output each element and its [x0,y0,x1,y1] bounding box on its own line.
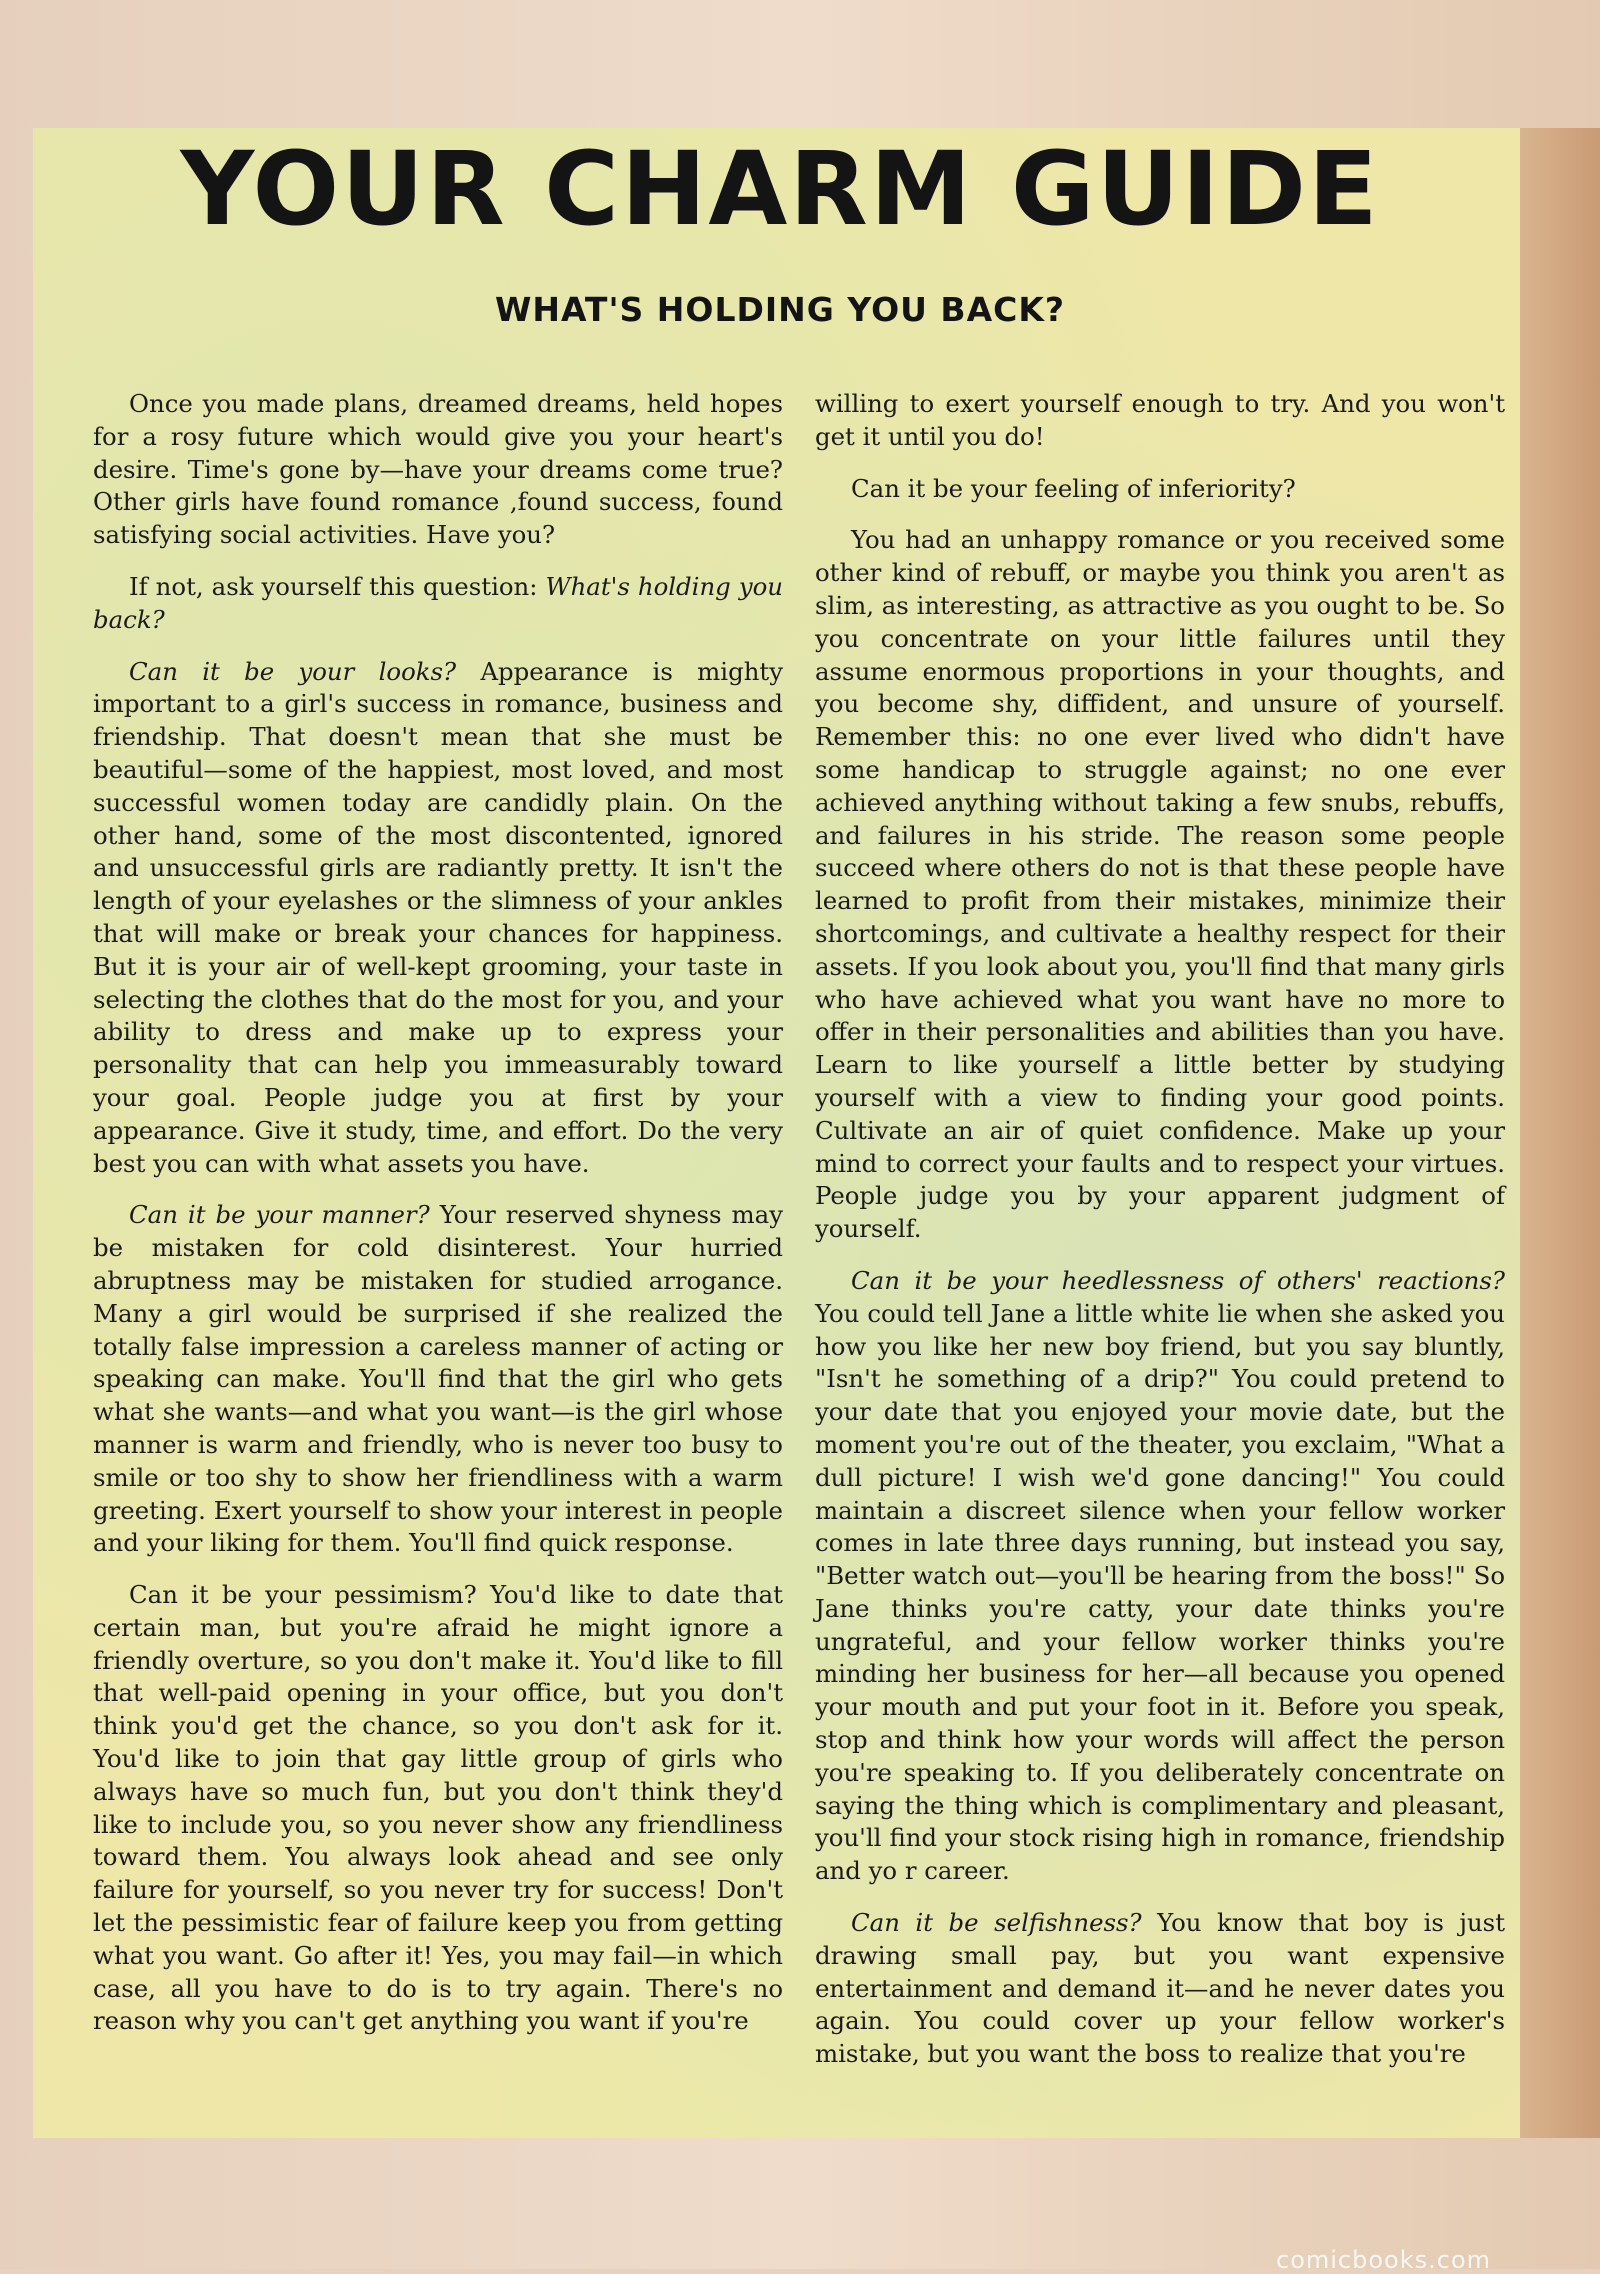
paragraph: You had an unhappy romance or you received some other kind of rebuff, or maybe you think you aren't as slim, as interesting, as attractive as you ought to be. So you concentrate on your little failures until they assume enormous proportions in your thoughts, and you become shy, diffident, and unsure of yourself. Remember this: no one ever lived who didn't have some handicap to struggle against; no one ever achieved anything without taking a few snubs, rebuffs, and failures in his stride. The reason some people succeed where others do not is that these people have learned to profit from their mistakes, minimize their shortcomings, and cultivate a healthy respect for their assets. If you look about you, you'll find that many girls who have achieved what you want have no more to offer in their personalities and abilities than you have. Learn to like yourself a little better by studying yourself with a view to finding your good points. Cultivate an air of quiet confidence. Make up your mind to correct your faults and to respect your virtues. People judge you by your apparent judgment of yourself. [815,525,1505,1244]
paragraph: willing to exert yourself enough to try. And you won't get it until you do! [815,389,1505,451]
paragraph: Once you made plans, dreamed dreams, held hopes for a rosy future which would give you your heart's desire. Time's gone by—have your dreams come true? Other girls have found romance ,found success, found satisfying social activities. Have you? [93,389,783,550]
paragraph: Can it be your pessimism? You'd like to date that certain man, but you're afraid he might ignore a friendly overture, so you don't make it. You'd like to fill that well-paid opening in your office, but you don't think you'd get the chance, so you don't ask for it. You'd like to join that gay little group of girls who always have so much fun, but you don't think they'd like to include you, so you never show any friendliness toward them. You always look ahead and see only failure for yourself, so you never try for success! Don't let the pessimistic fear of failure keep you from getting what you want. Go after it! Yes, you may fail—in which case, all you have to do is to try again. There's no reason why you can't get anything you want if you're [93,1580,783,2036]
paragraph: Can it be your manner? Your reserved shyness may be mistaken for cold disinterest. Your hurried abruptness may be mistaken for studied arrogance. Many a girl would be surprised if she realized the totally false impression a careless manner of acting or speaking can make. You'll find that the girl who gets what she wants—and what you want—is the girl whose manner is warm and friendly, who is never too busy to smile or too shy to show her friendliness with a warm greeting. Exert yourself to show your interest in people and your liking for them. You'll find quick response. [93,1200,783,1558]
page-title: YOUR CHARM GUIDE [180,130,1380,249]
left-column [93,388,783,2057]
paragraph: Can it be selfishness? You know that boy is just drawing small pay, but you want expensive entertainment and demand it—and he never dates you again. You could cover up your fellow worker's mistake, but you want the boss to realize that you're [815,1908,1505,2069]
paragraph: If not, ask yourself this question: What's holding you back? [93,571,783,634]
paragraph: Can it be your heedlessness of others' reactions? You could tell Jane a little white lie when she asked you how you like her new boy friend, but you say bluntly, "Isn't he something of a drip?" You could pretend to your date that you enjoyed your movie date, but the moment you're out of the theater, you exclaim, "What a dull picture! I wish we'd gone dancing!" You could maintain a discreet silence when your fellow worker comes in late three days running, but instead you say, "Better watch out—you'll be hearing from the boss!" So Jane thinks you're catty, your date thinks you're ungrateful, and your fellow worker thinks you're minding her business for her—all because you opened your mouth and put your foot in it. Before you speak, stop and think how your words will affect the person you're speaking to. If you deliberately concentrate on saying the thing which is complimentary and pleasant, you'll find your stock rising high in romance, friendship and yo r career. [815,1265,1505,1886]
paragraph: Can it be your looks? Appearance is mighty important to a girl's success in romance, business and friendship. That doesn't mean that she must be beautiful—some of the happiest, most loved, and most successful women today are candidly plain. On the other hand, some of the most discontented, ignored and unsuccessful girls are radiantly pretty. It isn't the length of your eyelashes or the slimness of your ankles that will make or break your chances for happiness. But it is your air of well-kept grooming, your taste in selecting the clothes that do the most for you, and your ability to dress and make up to express your personality that can help you immeasurably toward your goal. People judge you at first by your appearance. Give it study, time, and effort. Do the very best you can with what assets you have. [93,656,784,1178]
paragraph: Can it be your feeling of inferiority? [851,473,1296,503]
page-edge [1520,128,1600,2138]
watermark: comicbooks.com [1276,2246,1492,2274]
article-subtitle: WHAT'S HOLDING YOU BACK? [494,290,1066,329]
right-column [815,388,1505,2090]
